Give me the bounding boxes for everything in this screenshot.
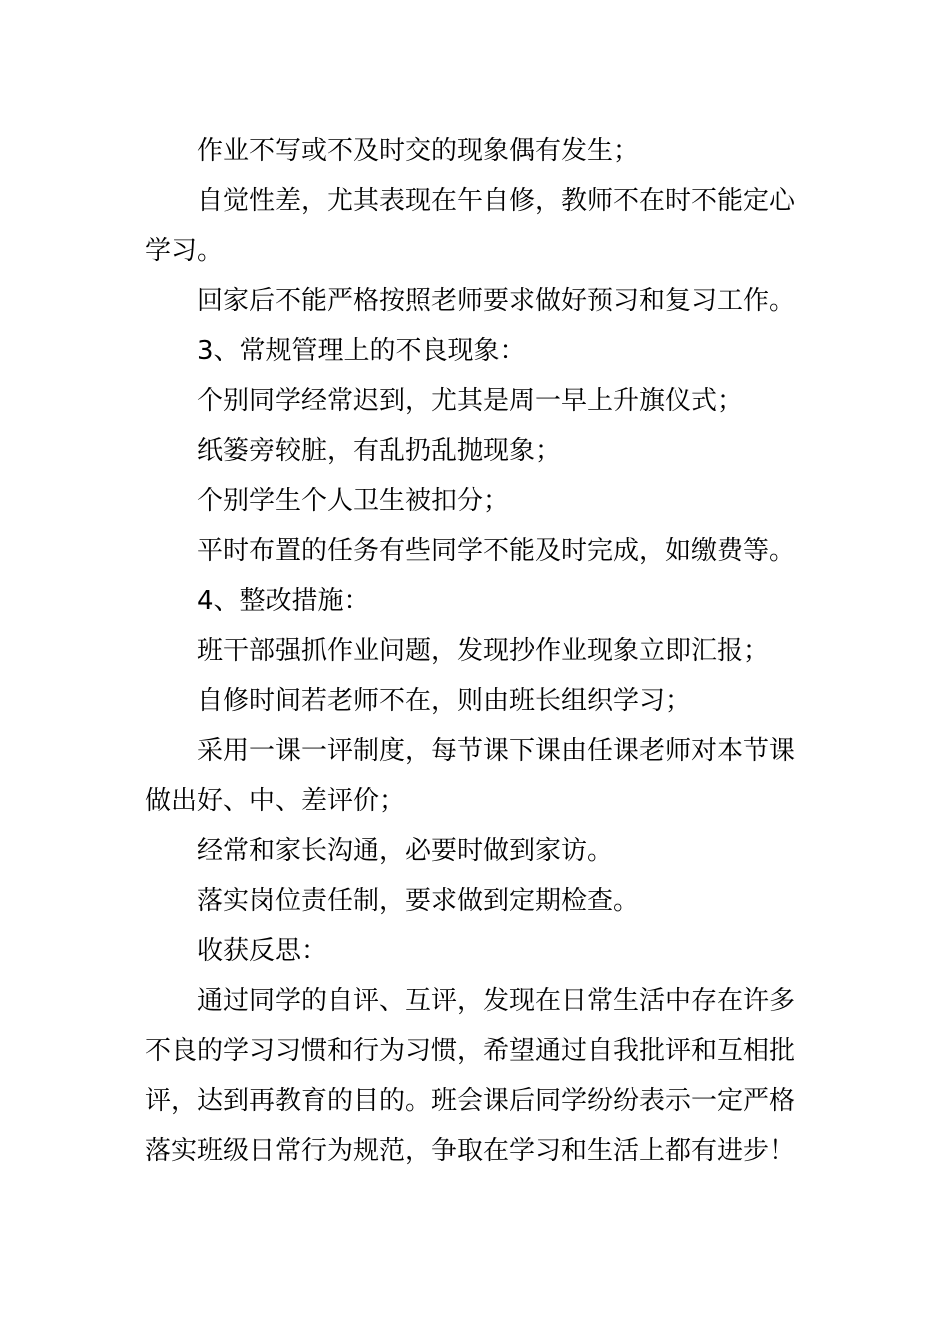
heading-measures: 4、整改措施： bbox=[197, 586, 370, 616]
paragraph-litter: 纸篓旁较脏，有乱扔乱抛现象； bbox=[197, 436, 562, 466]
paragraph-parent-contact: 经常和家长沟通，必要时做到家访。 bbox=[197, 836, 614, 866]
paragraph-responsibility: 落实岗位责任制，要求做到定期检查。 bbox=[197, 886, 640, 916]
paragraph-class-evaluation: 采用一课一评制度，每节课下课由任课老师对本节课做出好、中、差评价； bbox=[145, 736, 796, 816]
paragraph-homework-late: 作业不写或不及时交的现象偶有发生； bbox=[197, 136, 640, 166]
heading-reflection: 收获反思： bbox=[197, 936, 328, 966]
document-body bbox=[145, 126, 807, 1176]
paragraph-home-review: 回家后不能严格按照老师要求做好预习和复习工作。 bbox=[197, 286, 796, 316]
paragraph-homework-check: 班干部强抓作业问题，发现抄作业现象立即汇报； bbox=[197, 636, 770, 666]
paragraph-hygiene: 个别学生个人卫生被扣分； bbox=[197, 486, 510, 516]
paragraph-study-time: 自修时间若老师不在，则由班长组织学习； bbox=[197, 686, 692, 716]
paragraph-self-discipline: 自觉性差，尤其表现在午自修，教师不在时不能定心学习。 bbox=[145, 186, 796, 266]
heading-routine-issues: 3、常规管理上的不良现象： bbox=[197, 336, 526, 366]
paragraph-reflection: 通过同学的自评、互评，发现在日常生活中存在许多不良的学习习惯和行为习惯，希望通过自我批评和互相批评，达到再教育的目的。班会课后同学纷纷表示一定严格落实班级日常行为规范，争取在学习和生活上都有进步！ bbox=[145, 986, 796, 1166]
paragraph-tasks: 平时布置的任务有些同学不能及时完成，如缴费等。 bbox=[197, 536, 796, 566]
paragraph-lateness: 个别同学经常迟到，尤其是周一早上升旗仪式； bbox=[197, 386, 744, 416]
